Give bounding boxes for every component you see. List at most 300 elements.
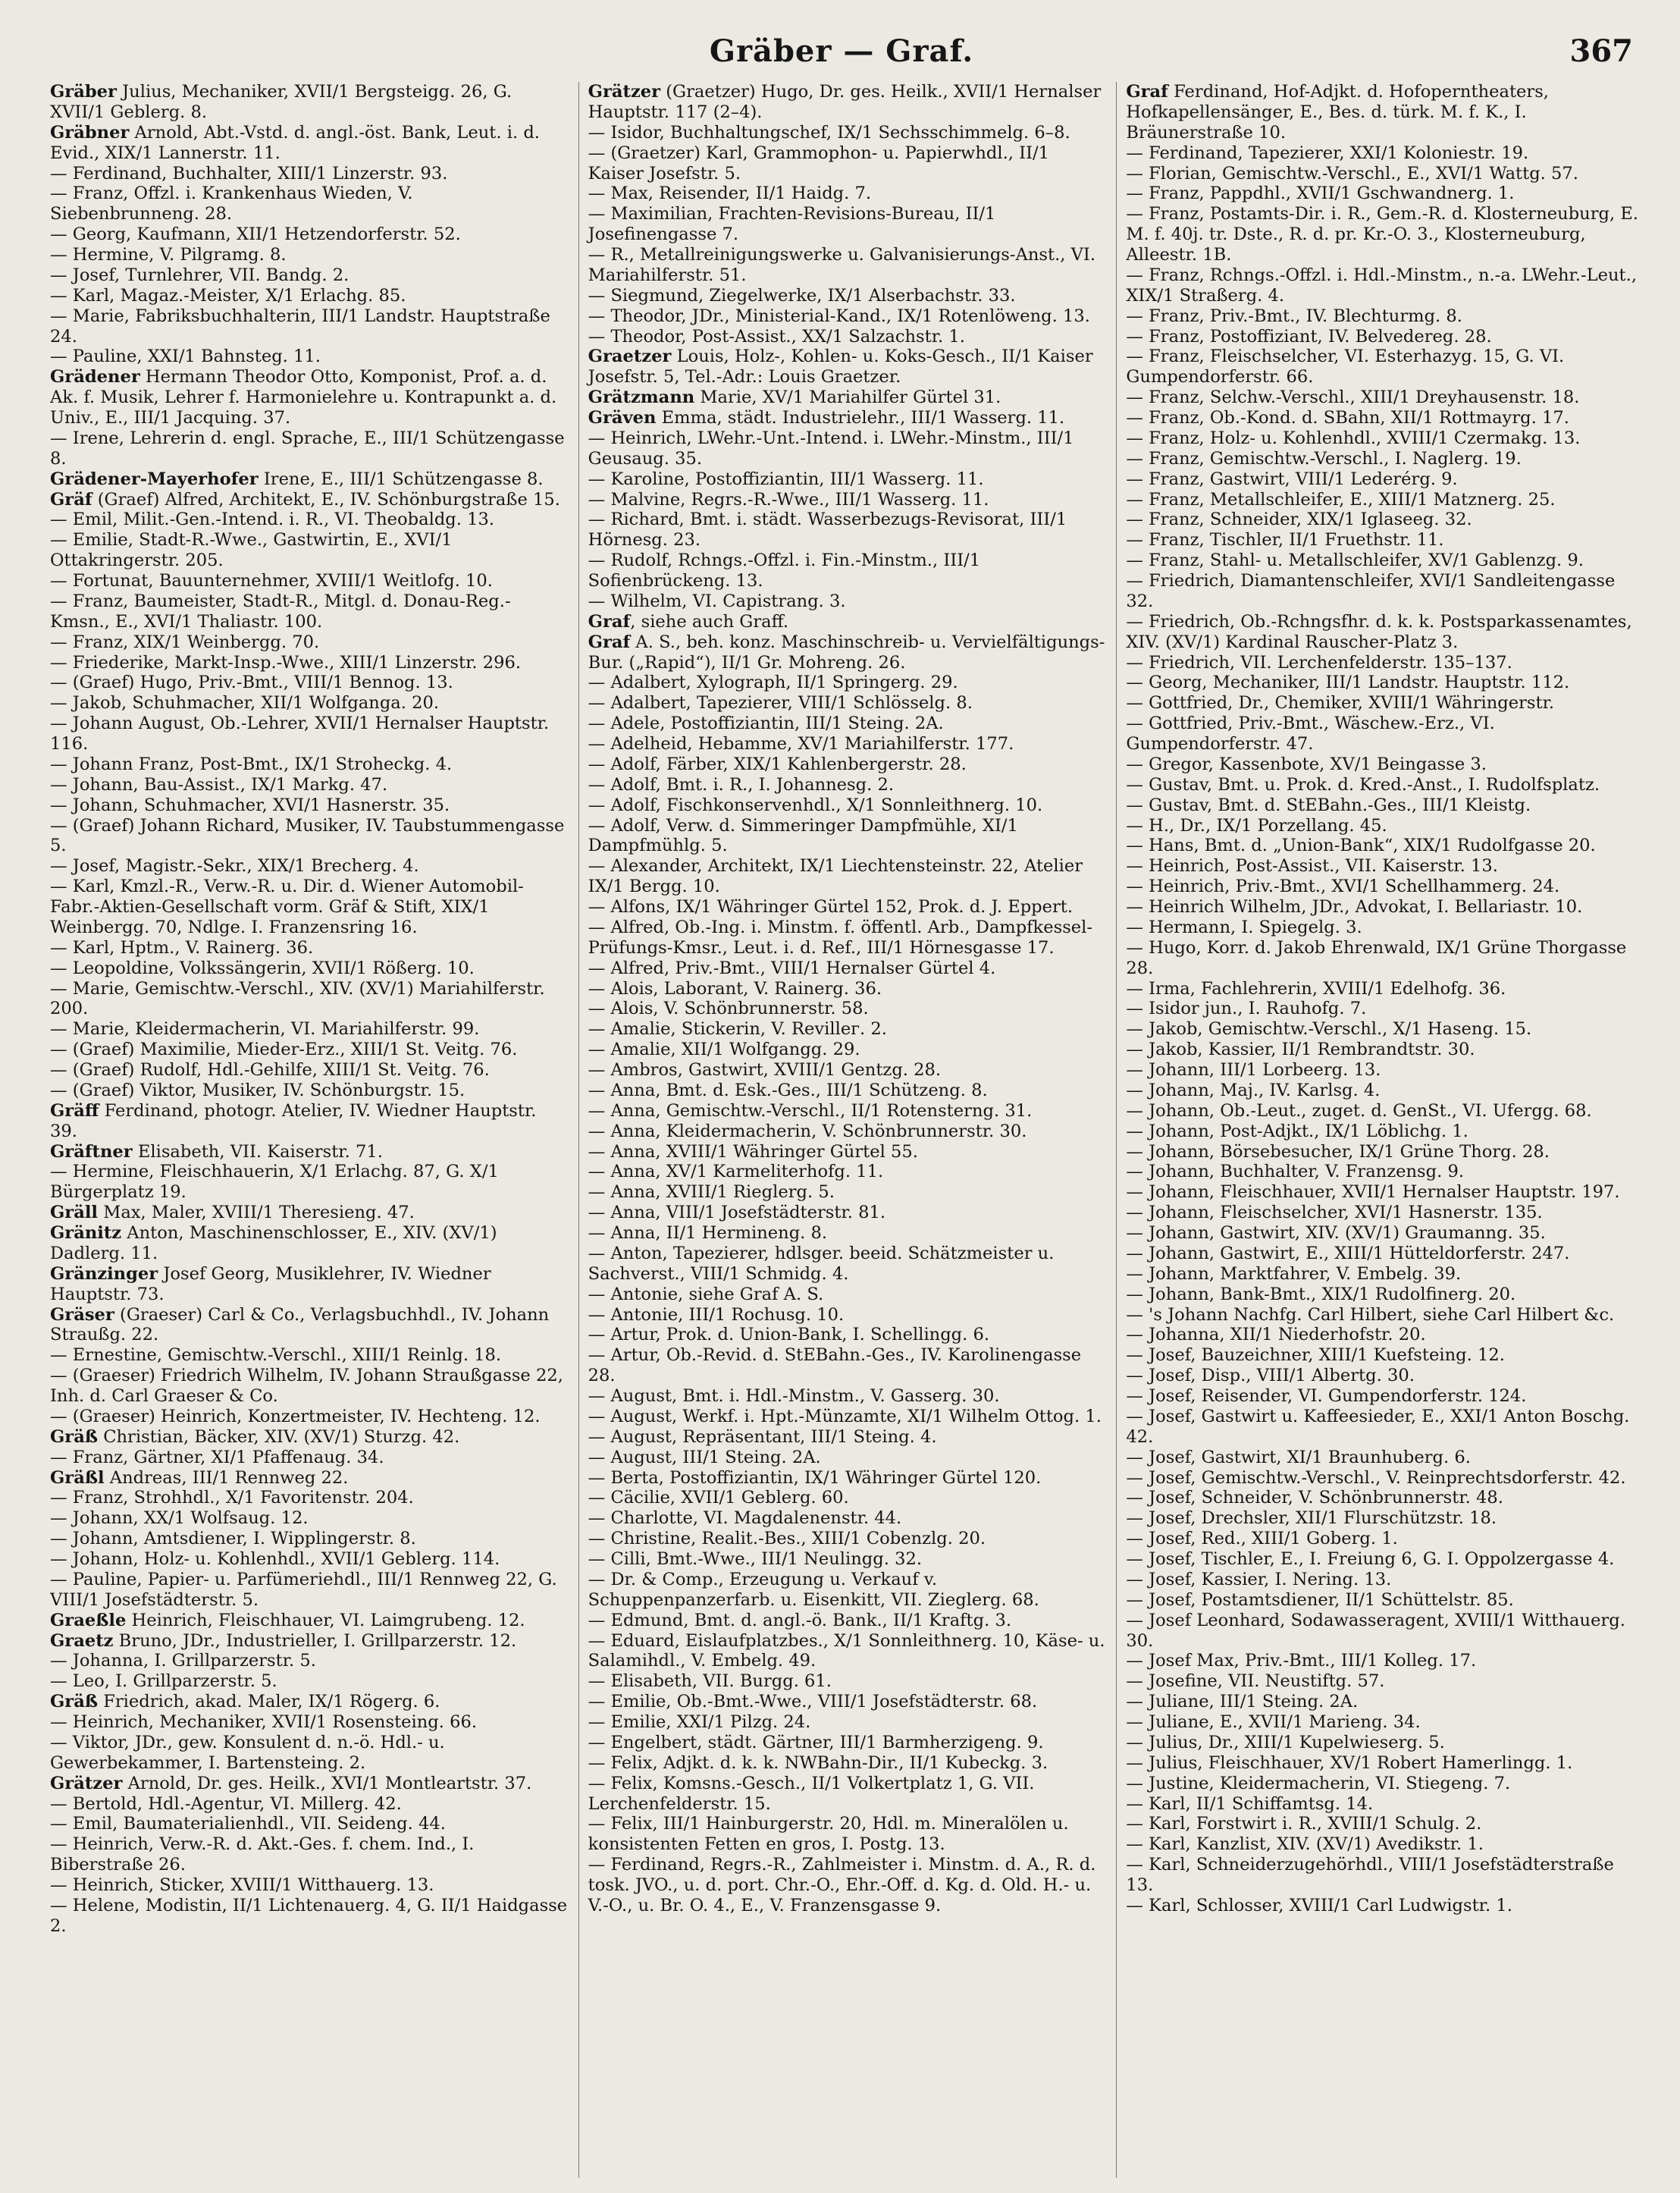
directory-entry xyxy=(50,1631,568,1652)
directory-entry xyxy=(50,1875,568,1896)
entry-surname: Grätzer xyxy=(588,82,661,102)
directory-entry xyxy=(588,1101,1106,1122)
directory-entry xyxy=(588,387,1106,408)
directory-entry xyxy=(588,1142,1106,1162)
entry-text: Bruno, JDr., Industrieller, I. Grillparzerstr. 12. xyxy=(113,1630,517,1651)
entry-surname: Grädener-Mayerhofer xyxy=(50,469,259,489)
directory-entry xyxy=(588,1060,1106,1081)
entry-text: — Josef, Red., XIII/1 Goberg. 1. xyxy=(1126,1529,1398,1549)
directory-entry xyxy=(1126,775,1644,795)
entry-surname: Gränzinger xyxy=(50,1263,158,1284)
entry-text: — Franz, Postamts-Dir. i. R., Gem.-R. d. Klosterneuburg, E. M. f. 40j. tr. Dste., R. d. pr. Kr.-O. 3., Klosterneuburg, Alleestr. 1B. xyxy=(1126,204,1639,265)
entry-text: Arnold, Abt.-Vstd. d. angl.-öst. Bank, Leut. i. d. Evid., XIX/1 Lannerstr. 11. xyxy=(50,122,540,163)
entry-text: — Anna, XVIII/1 Währinger Gürtel 55. xyxy=(588,1141,918,1162)
directory-entry xyxy=(50,1101,568,1142)
directory-entry xyxy=(1126,653,1644,673)
directory-entry xyxy=(1126,327,1644,347)
running-title: Gräber — Graf. xyxy=(709,33,974,69)
directory-entry xyxy=(50,1305,568,1346)
directory-entry xyxy=(50,1834,568,1875)
entry-text: — Johann, Börsebesucher, IX/1 Grüne Thorg. 28. xyxy=(1126,1141,1550,1162)
directory-entry xyxy=(1126,897,1644,918)
directory-entry xyxy=(588,1631,1106,1672)
entry-text: — Irene, Lehrerin d. engl. Sprache, E., III/1 Schützengasse 8. xyxy=(50,428,565,469)
directory-entry xyxy=(588,714,1106,734)
directory-entry xyxy=(588,734,1106,755)
directory-entry xyxy=(588,469,1106,490)
directory-entry xyxy=(1126,673,1644,693)
directory-entry xyxy=(1126,1142,1644,1162)
entry-text: — Adele, Postoffiziantin, III/1 Steing. 2A. xyxy=(588,714,944,734)
directory-entry xyxy=(588,856,1106,897)
directory-entry xyxy=(1126,918,1644,938)
directory-entry xyxy=(1126,1019,1644,1040)
entry-text: — Alfons, IX/1 Währinger Gürtel 152, Prok. d. J. Eppert. xyxy=(588,897,1074,917)
entry-text: — Viktor, JDr., gew. Konsulent d. n.-ö. Hdl.- u. Gewerbekammer, I. Bartensteing. 2. xyxy=(50,1732,445,1773)
directory-entry xyxy=(1126,408,1644,428)
directory-entry xyxy=(50,1488,568,1508)
directory-entry xyxy=(588,1570,1106,1611)
entry-text: — 's Johann Nachfg. Carl Hilbert, siehe Carl Hilbert &c. xyxy=(1126,1304,1615,1325)
directory-entry xyxy=(1126,836,1644,856)
entry-text: — Alois, Laborant, V. Rainerg. 36. xyxy=(588,978,882,999)
entry-text: — Hermine, Fleischhauerin, X/1 Erlachg. 87, G. X/1 Bürgerplatz 19. xyxy=(50,1162,499,1203)
directory-entry xyxy=(50,1040,568,1060)
directory-entry xyxy=(50,1529,568,1549)
entry-text: — Artur, Prok. d. Union-Bank, I. Schellingg. 6. xyxy=(588,1325,990,1345)
entry-text: Marie, XV/1 Mariahilfer Gürtel 31. xyxy=(694,387,1001,408)
directory-entry xyxy=(50,1427,568,1448)
directory-entry xyxy=(1126,571,1644,612)
directory-entry xyxy=(1126,1345,1644,1366)
directory-entry xyxy=(588,795,1106,816)
directory-entry xyxy=(588,306,1106,327)
directory-entry xyxy=(50,856,568,877)
entry-text: — Johann, Bank-Bmt., XIX/1 Rudolfinerg. 20. xyxy=(1126,1284,1516,1304)
entry-text: — Anna, II/1 Hermineng. 8. xyxy=(588,1223,828,1243)
entry-text: — Franz, Selchw.-Verschl., XIII/1 Dreyhausenstr. 18. xyxy=(1126,387,1580,408)
entry-text: (Graef) Alfred, Architekt, E., IV. Schönburgstraße 15. xyxy=(92,489,560,510)
entry-text: — Karl, Hptm., V. Rainerg. 36. xyxy=(50,937,314,958)
entry-text: — H., Dr., IX/1 Porzellang. 45. xyxy=(1126,815,1387,836)
entry-text: — Antonie, III/1 Rochusg. 10. xyxy=(588,1304,845,1325)
entry-text: — Friedrich, Ob.-Rchngsfhr. d. k. k. Postsparkassenamtes, XIV. (XV/1) Kardinal Rauscher-Platz 3. xyxy=(1126,611,1632,652)
directory-entry xyxy=(1126,82,1644,143)
entry-text: — Johann, Bau-Assist., IX/1 Markg. 47. xyxy=(50,774,388,795)
directory-entry xyxy=(1126,490,1644,510)
column-1 xyxy=(50,82,568,2178)
directory-entry xyxy=(50,693,568,714)
entry-text: — Johann, Fleischselcher, XVI/1 Hasnerstr. 135. xyxy=(1126,1203,1543,1223)
directory-entry xyxy=(50,1570,568,1611)
entry-text: — Bertold, Hdl.-Agentur, VI. Millerg. 42. xyxy=(50,1793,402,1814)
entry-text: — Cilli, Bmt.-Wwe., III/1 Neulingg. 32. xyxy=(588,1549,923,1569)
entry-text: — Amalie, Stickerin, V. Revillег. 2. xyxy=(588,1019,887,1040)
entry-text: — Emil, Baumaterialienhdl., VII. Seideng. 44. xyxy=(50,1814,446,1834)
directory-entry xyxy=(50,1814,568,1834)
entry-text: — Adalbert, Tapezierer, VIII/1 Schlösselg. 8. xyxy=(588,693,973,714)
entry-text: — Adelheid, Hebamme, XV/1 Mariahilferstr. 177. xyxy=(588,734,1014,754)
directory-entry xyxy=(1126,1203,1644,1223)
entry-text: — Ferdinand, Buchhalter, XIII/1 Linzerstr. 93. xyxy=(50,163,448,184)
directory-entry xyxy=(588,1468,1106,1489)
entry-text: Ferdinand, photogr. Atelier, IV. Wiedner Hauptstr. 39. xyxy=(50,1100,537,1141)
entry-text: — Hans, Bmt. d. „Union-Bank“, XIX/1 Rudolfgasse 20. xyxy=(1126,836,1596,856)
entry-text: — Alois, V. Schönbrunnerstr. 58. xyxy=(588,999,869,1019)
directory-entry xyxy=(588,490,1106,510)
entry-surname: Gräber xyxy=(50,82,117,102)
entry-text: — Eduard, Eislaufplatzbes., X/1 Sonnleithnerg. 10, Käse- u. Salamihdl., V. Embelg. 49. xyxy=(588,1630,1105,1671)
directory-entry xyxy=(588,1244,1106,1285)
directory-entry xyxy=(50,1448,568,1468)
directory-entry xyxy=(1126,1774,1644,1794)
directory-entry xyxy=(1126,1488,1644,1508)
entry-text: — Karoline, Postoffiziantin, III/1 Wasserg. 11. xyxy=(588,469,984,489)
directory-entry xyxy=(50,958,568,979)
directory-entry xyxy=(588,1611,1106,1631)
directory-entry xyxy=(1126,265,1644,306)
directory-entry xyxy=(50,469,568,490)
directory-entry xyxy=(588,1549,1106,1570)
entry-text: — Gregor, Kassenbote, XV/1 Beingasse 3. xyxy=(1126,754,1487,774)
directory-entry xyxy=(50,1549,568,1570)
entry-text: — Heinrich, Priv.-Bmt., XVI/1 Schellhammerg. 24. xyxy=(1126,877,1560,897)
directory-entry xyxy=(588,1814,1106,1855)
directory-entry xyxy=(588,958,1106,979)
directory-entry xyxy=(1126,184,1644,204)
directory-entry xyxy=(588,673,1106,693)
entry-surname: Gräven xyxy=(588,408,657,428)
entry-text: — Pauline, Papier- u. Parfümeriehdl., III/1 Rennweg 22, G. VIII/1 Josefstädterstr. 5. xyxy=(50,1569,557,1610)
directory-entry xyxy=(50,1203,568,1223)
directory-entry xyxy=(50,367,568,428)
directory-entry xyxy=(588,184,1106,204)
entry-text: — Emilie, XXI/1 Pilzg. 24. xyxy=(588,1712,811,1732)
directory-entry xyxy=(588,1733,1106,1753)
directory-entry xyxy=(588,82,1106,123)
directory-entry xyxy=(50,877,568,938)
directory-entry xyxy=(50,82,568,123)
directory-entry xyxy=(1126,979,1644,999)
directory-entry xyxy=(1126,469,1644,490)
entry-text: Julius, Mechaniker, XVII/1 Bergsteigg. 26, G. XVII/1 Geblerg. 8. xyxy=(50,82,512,122)
entry-text: Emma, städt. Industrielehr., III/1 Wasserg. 11. xyxy=(656,408,1065,428)
entry-text: — Julius, Fleischhauer, XV/1 Robert Hamerlingg. 1. xyxy=(1126,1752,1573,1773)
entry-text: Friedrich, akad. Maler, IX/1 Rögerg. 6. xyxy=(98,1692,440,1712)
directory-entry xyxy=(1126,530,1644,551)
directory-entry xyxy=(588,1019,1106,1040)
entry-text: — Adolf, Färber, XIX/1 Kahlenbergerstr. 28. xyxy=(588,754,967,774)
entry-text: — Ernestine, Gemischtw.-Verschl., XIII/1 Reinlg. 18. xyxy=(50,1345,502,1366)
entry-text: — August, Repräsentant, III/1 Steing. 4. xyxy=(588,1426,937,1447)
directory-entry xyxy=(588,1305,1106,1326)
directory-entry xyxy=(588,816,1106,857)
directory-entry xyxy=(1126,1508,1644,1529)
entry-text: — Josef, Reisender, VI. Gumpendorferstr. 124. xyxy=(1126,1386,1527,1406)
entry-text: — Josef, Drechsler, XII/1 Flurschützstr. 18. xyxy=(1126,1508,1497,1529)
entry-text: — Franz, Baumeister, Stadt-R., Mitgl. d. Donau-Reg.-Kmsn., E., XVI/1 Thaliastr. 100. xyxy=(50,591,511,632)
entry-text: — Franz, Gastwirt, VIII/1 Lederérg. 9. xyxy=(1126,469,1458,489)
entry-text: — Franz, Pappdhl., XVII/1 Gschwandnerg. 1. xyxy=(1126,184,1515,204)
directory-entry xyxy=(50,755,568,775)
directory-entry xyxy=(50,1651,568,1671)
directory-entry xyxy=(1126,1651,1644,1671)
entry-text: Ferdinand, Hof-Adjkt. d. Hofoperntheaters, Hofkapellensänger, E., Bes. d. türk. M. f. K., I. Bräunerstraße 10. xyxy=(1126,82,1549,143)
entry-text: — Marie, Gemischtw.-Verschl., XIV. (XV/1) Mariahilferstr. 200. xyxy=(50,978,545,1019)
entry-text: (Graeser) Carl & Co., Verlagsbuchhdl., IV. Johann Straußg. 22. xyxy=(50,1304,550,1345)
entry-text: — Karl, Schlosser, XVIII/1 Carl Ludwigstr. 1. xyxy=(1126,1895,1512,1915)
entry-surname: Gräser xyxy=(50,1304,114,1325)
entry-text: — Heinrich, Mechaniker, XVII/1 Rosensteing. 66. xyxy=(50,1712,478,1732)
entry-text: — Fortunat, Bauunternehmer, XVIII/1 Weitlofg. 10. xyxy=(50,571,493,591)
directory-entry xyxy=(1126,1855,1644,1896)
entry-text: — Emilie, Ob.-Bmt.-Wwe., VIII/1 Josefstädterstr. 68. xyxy=(588,1692,1038,1712)
entry-text: Heinrich, Fleischhauer, VI. Laimgrubeng. 12. xyxy=(126,1610,525,1630)
entry-surname: Gräß xyxy=(50,1692,99,1712)
directory-entry xyxy=(1126,1794,1644,1815)
entry-surname: Gräbner xyxy=(50,122,130,143)
entry-text: — Emilie, Stadt-R.-Wwe., Gastwirtin, E., XVI/1 Ottakringerstr. 205. xyxy=(50,530,453,571)
directory-entry xyxy=(588,693,1106,714)
directory-entry xyxy=(50,1468,568,1489)
directory-entry xyxy=(588,1325,1106,1345)
entry-text: — Johann, Gastwirt, XIV. (XV/1) Graumanng. 35. xyxy=(1126,1223,1546,1243)
entry-text: — Theodor, Post-Assist., XX/1 Salzachstr. 1. xyxy=(588,326,965,347)
directory-entry xyxy=(50,816,568,857)
directory-entry xyxy=(1126,1407,1644,1448)
entry-text: — Johann August, Ob.-Lehrer, XVII/1 Hernalser Hauptstr. 116. xyxy=(50,714,550,754)
entry-text: — Johann, Amtsdiener, I. Wipplingerstr. 8. xyxy=(50,1529,416,1549)
directory-entry xyxy=(588,591,1106,612)
entry-surname: Gräll xyxy=(50,1203,99,1223)
entry-text: — Johann, Fleischhauer, XVII/1 Hernalser Hauptstr. 197. xyxy=(1126,1182,1620,1203)
entry-text: — Gottfried, Priv.-Bmt., Wäschew.-Erz., VI. Gumpendorferstr. 47. xyxy=(1126,714,1495,754)
directory-entry xyxy=(1126,428,1644,449)
entry-text: — August, III/1 Steing. 2A. xyxy=(588,1447,821,1467)
entry-surname: Grädener xyxy=(50,367,140,387)
entry-text: — Franz, Rchngs.-Offzl. i. Hdl.-Minstm., n.-a. LWehr.-Leut., XIX/1 Straßerg. 4. xyxy=(1126,265,1637,306)
directory-entry xyxy=(50,490,568,510)
directory-entry xyxy=(50,1733,568,1774)
entry-text: — Georg, Mechaniker, III/1 Landstr. Hauptstr. 112. xyxy=(1126,673,1570,693)
entry-text: — Wilhelm, VI. Capistrang. 3. xyxy=(588,591,846,611)
directory-entry xyxy=(50,1671,568,1692)
entry-surname: Gräftner xyxy=(50,1141,133,1162)
entry-text: — Josef, Schneider, V. Schönbrunnerstr. 48. xyxy=(1126,1488,1503,1508)
directory-entry xyxy=(1126,306,1644,327)
directory-entry xyxy=(1126,1122,1644,1142)
entry-text: — Isidor, Buchhaltungschef, IX/1 Sechsschimmelg. 6–8. xyxy=(588,122,1070,143)
entry-text: — Heinrich, Verw.-R. d. Akt.-Ges. f. chem. Ind., I. Biberstraße 26. xyxy=(50,1834,475,1875)
entry-text: (Graetzer) Hugo, Dr. ges. Heilk., XVII/1 Hernalser Hauptstr. 117 (2–4). xyxy=(588,82,1102,122)
directory-entry xyxy=(588,1753,1106,1774)
entry-text: — Artur, Ob.-Revid. d. StEBahn.-Ges., IV. Karolinengasse 28. xyxy=(588,1345,1082,1386)
entry-text: Louis, Holz-, Kohlen- u. Koks-Gesch., II/1 Kaiser Josefstr. 5, Tel.-Adr.: Louis Graetzer. xyxy=(588,347,1093,387)
entry-text: — Heinrich, Sticker, XVIII/1 Witthauerg. 13. xyxy=(50,1875,434,1895)
entry-text: — (Graef) Johann Richard, Musiker, IV. Taubstummengasse 5. xyxy=(50,815,565,856)
entry-surname: Graetz xyxy=(50,1630,114,1651)
directory-entry xyxy=(588,1427,1106,1448)
entry-text: — Georg, Kaufmann, XII/1 Hetzendorferstr. 52. xyxy=(50,224,461,245)
directory-entry xyxy=(588,143,1106,184)
directory-entry xyxy=(50,673,568,693)
entry-text: Max, Maler, XVIII/1 Theresieng. 47. xyxy=(98,1203,415,1223)
entry-text: — Johanna, XII/1 Niederhofstr. 20. xyxy=(1126,1325,1426,1345)
directory-entry xyxy=(1126,1448,1644,1468)
directory-entry xyxy=(1126,755,1644,775)
entry-text: — Charlotte, VI. Magdalenenstr. 44. xyxy=(588,1508,902,1529)
entry-text: — (Graeser) Friedrich Wilhelm, IV. Johann Straußgasse 22, Inh. d. Carl Graeser & Co. xyxy=(50,1366,563,1406)
entry-text: — Karl, Kanzlist, XIV. (XV/1) Avedikstr. 1. xyxy=(1126,1834,1484,1855)
entry-text: — Adolf, Fischkonservenhdl., X/1 Sonnleithnerg. 10. xyxy=(588,795,1043,815)
entry-text: — Johann, Maj., IV. Karlsg. 4. xyxy=(1126,1080,1381,1100)
entry-text: Irene, E., III/1 Schützengasse 8. xyxy=(258,469,544,489)
directory-entry xyxy=(588,204,1106,245)
directory-entry xyxy=(588,1223,1106,1244)
entry-text: Hermann Theodor Otto, Komponist, Prof. a. d. Ak. f. Musik, Lehrer f. Harmonielehre u. Kontrapunkt a. d. Univ., E., III/1 Jacquing. 37. xyxy=(50,367,557,428)
entry-text: — Alfred, Priv.-Bmt., VIII/1 Hernalser Gürtel 4. xyxy=(588,958,996,978)
entry-text: — Johann, XX/1 Wolfsaug. 12. xyxy=(50,1508,309,1529)
directory-entry xyxy=(50,1223,568,1264)
directory-entry xyxy=(588,286,1106,306)
directory-entry xyxy=(588,1203,1106,1223)
entry-text: — Josef, Disp., VIII/1 Albertg. 30. xyxy=(1126,1366,1415,1386)
entry-text: — Ambros, Gastwirt, XVIII/1 Gentzg. 28. xyxy=(588,1060,942,1080)
directory-entry xyxy=(1126,1040,1644,1060)
entry-text: — Engelbert, städt. Gärtner, III/1 Barmherzigeng. 9. xyxy=(588,1732,1044,1752)
entry-surname: Graeßle xyxy=(50,1610,127,1630)
directory-entry xyxy=(588,1712,1106,1733)
entry-text: — Hugo, Korr. d. Jakob Ehrenwald, IX/1 Grüne Thorgasse 28. xyxy=(1126,937,1627,978)
entry-text: — Hermann, I. Spiegelg. 3. xyxy=(1126,917,1362,937)
entry-text: — Franz, Stahl- u. Metallschleifer, XV/1 Gablenzg. 9. xyxy=(1126,551,1584,571)
entry-text: — August, Werkf. i. Hpt.-Münzamte, XI/1 Wilhelm Ottog. 1. xyxy=(588,1406,1102,1426)
entry-text: — Emil, Milit.-Gen.-Intend. i. R., VI. Theobaldg. 13. xyxy=(50,510,495,530)
directory-entry xyxy=(50,1264,568,1305)
entry-text: — Karl, Magaz.-Meister, X/1 Erlachg. 85. xyxy=(50,285,406,306)
directory-entry xyxy=(588,755,1106,775)
entry-text: — Josef Leonhard, Sodawasseragent, XVIII/1 Witthauerg. 30. xyxy=(1126,1610,1625,1651)
directory-entry xyxy=(1126,1896,1644,1916)
entry-text: — Josef Max, Priv.-Bmt., III/1 Kolleg. 17. xyxy=(1126,1651,1477,1671)
directory-entry xyxy=(588,1122,1106,1142)
entry-text: — Malvine, Regrs.-R.-Wwe., III/1 Wasserg. 11. xyxy=(588,489,989,510)
entry-text: — Franz, Priv.-Bmt., IV. Blechturmg. 8. xyxy=(1126,306,1462,326)
directory-entry xyxy=(588,999,1106,1019)
entry-text: — Johann, Gastwirt, E., XIII/1 Hütteldorferstr. 247. xyxy=(1126,1243,1570,1263)
entry-text: — Franz, Fleischselcher, VI. Esterhazyg. 15, G. VI. Gumpendorferstr. 66. xyxy=(1126,347,1565,387)
entry-text: — Josefine, VII. Neustiftg. 57. xyxy=(1126,1671,1385,1692)
directory-entry xyxy=(1126,1611,1644,1652)
directory-entry xyxy=(588,918,1106,958)
directory-entry xyxy=(1126,1101,1644,1122)
entry-surname: Graf xyxy=(1126,82,1168,102)
entry-text: — Josef, Bauzeichner, XIII/1 Kuefsteing. 12. xyxy=(1126,1345,1505,1366)
directory-entry xyxy=(1126,1529,1644,1549)
directory-entry xyxy=(1126,1712,1644,1733)
entry-text: — August, Bmt. i. Hdl.-Minstm., V. Gasserg. 30. xyxy=(588,1386,1000,1406)
directory-entry xyxy=(1126,1468,1644,1489)
entry-text: — Franz, Gärtner, XI/1 Pfaffenaug. 34. xyxy=(50,1447,384,1467)
entry-text: — Maximilian, Frachten-Revisions-Bureau, II/1 Josefinengasse 7. xyxy=(588,204,996,245)
entry-text: — Richard, Bmt. i. städt. Wasserbezugs-Revisorat, III/1 Hörnesg. 23. xyxy=(588,510,1067,551)
directory-entry xyxy=(1126,387,1644,408)
directory-entry xyxy=(588,1182,1106,1203)
entry-text: — Heinrich, Post-Assist., VII. Kaiserstr. 13. xyxy=(1126,856,1498,877)
entry-text: — Anna, Bmt. d. Esk.-Ges., III/1 Schützeng. 8. xyxy=(588,1080,988,1100)
directory-entry xyxy=(1126,877,1644,897)
entry-text: — (Graef) Maximilie, Mieder-Erz., XIII/1 St. Veitg. 76. xyxy=(50,1040,518,1060)
directory-entry xyxy=(50,1774,568,1794)
entry-text: — Hermine, V. Pilgramg. 8. xyxy=(50,245,287,265)
entry-text: — Josef, Gastwirt u. Kaffeesieder, E., XXI/1 Anton Boschg. 42. xyxy=(1126,1406,1630,1447)
entry-text: — Franz, Gemischtw.-Verschl., I. Naglerg. 19. xyxy=(1126,448,1522,469)
directory-entry xyxy=(588,327,1106,347)
entry-text: — Anna, XVIII/1 Rieglerg. 5. xyxy=(588,1182,835,1203)
directory-entry xyxy=(1126,1325,1644,1345)
entry-surname: Gräff xyxy=(50,1100,99,1121)
directory-entry xyxy=(1126,693,1644,714)
entry-text: Josef Georg, Musiklehrer, IV. Wiedner Hauptstr. 73. xyxy=(50,1263,491,1304)
directory-entry xyxy=(50,571,568,591)
directory-entry xyxy=(588,1345,1106,1386)
entry-text: — Friedrich, Diamantenschleifer, XVI/1 Sandleitengasse 32. xyxy=(1126,571,1616,611)
entry-text: — Johann, Ob.-Leut., zuget. d. GenSt., VI. Ufergg. 68. xyxy=(1126,1100,1592,1121)
directory-entry xyxy=(588,1407,1106,1427)
directory-entry xyxy=(1126,1834,1644,1855)
entry-text: — Heinrich Wilhelm, JDr., Advokat, I. Bellariastr. 10. xyxy=(1126,897,1583,917)
directory-entry xyxy=(588,1488,1106,1508)
directory-entry xyxy=(50,164,568,184)
entry-text: — Alexander, Architekt, IX/1 Liechtensteinstr. 22, Atelier IX/1 Bergg. 10. xyxy=(588,856,1083,897)
entry-surname: Gräf xyxy=(50,489,92,510)
entry-text: — Josef, Turnlehrer, VII. Bandg. 2. xyxy=(50,265,349,285)
directory-entry xyxy=(1126,143,1644,164)
entry-surname: Gräß xyxy=(50,1426,99,1447)
directory-entry xyxy=(1126,1305,1644,1326)
entry-text: — R., Metallreinigungswerke u. Galvanisierungs-Anst., VI. Mariahilferstr. 51. xyxy=(588,245,1096,285)
directory-entry xyxy=(50,1366,568,1407)
entry-text: — Felix, Komsns.-Gesch., II/1 Volkertplatz 1, G. VII. Lerchenfelderstr. 15. xyxy=(588,1773,1035,1814)
directory-entry xyxy=(50,938,568,958)
entry-text: — Johann, III/1 Lorbeerg. 13. xyxy=(1126,1060,1381,1080)
directory-entry xyxy=(50,1896,568,1937)
entry-text: — Adalbert, Xylograph, II/1 Springerg. 29. xyxy=(588,673,958,693)
directory-entry xyxy=(50,1611,568,1631)
entry-surname: Gräßl xyxy=(50,1467,105,1488)
directory-entry xyxy=(588,1774,1106,1815)
directory-entry xyxy=(1126,1753,1644,1774)
entry-text: — Alfred, Ob.-Ing. i. Minstm. f. öffentl. Arb., Dampfkessel-Prüfungs-Kmsr., Leut. i. d. Ref., III/1 Hörnesgasse 17. xyxy=(588,917,1093,958)
entry-text: — Berta, Postoffiziantin, IX/1 Währinger Gürtel 120. xyxy=(588,1467,1042,1488)
entry-text: Arnold, Dr. ges. Heilk., XVI/1 Montleartstr. 37. xyxy=(122,1773,532,1793)
directory-entry xyxy=(1126,1081,1644,1101)
entry-text: — Juliane, III/1 Steing. 2A. xyxy=(1126,1692,1359,1712)
entry-text: A. S., beh. konz. Maschinschreib- u. Vervielfältigungs-Bur. („Rapid“), II/1 Gr. Mohreng. 26. xyxy=(588,632,1105,673)
directory-entry xyxy=(588,123,1106,143)
directory-entry xyxy=(50,123,568,164)
entry-text: — Helene, Modistin, II/1 Lichtenauerg. 4, G. II/1 Haidgasse 2. xyxy=(50,1895,568,1936)
entry-text: — Ferdinand, Regrs.-R., Zahlmeister i. Minstm. d. A., R. d. tosk. JVO., u. d. port. Chr.-O., Ehr.-Off. d. Kg. d. Old. H.- u. V.-O., u. Br. O. 4., E., V. Franzensgasse 9. xyxy=(588,1855,1096,1915)
entry-text: — Johann, Schuhmacher, XVI/1 Hasnerstr. 35. xyxy=(50,795,450,815)
directory-entry xyxy=(588,979,1106,999)
directory-entry xyxy=(50,714,568,755)
entry-text: — Adolf, Verw. d. Simmeringer Dampfmühle, XI/1 Dampfmühlg. 5. xyxy=(588,815,1018,856)
directory-entry xyxy=(1126,1182,1644,1203)
entry-text: , siehe auch Graff. xyxy=(630,611,789,632)
directory-entry xyxy=(50,591,568,632)
entry-text: — Johann, Post-Adjkt., IX/1 Löblichg. 1. xyxy=(1126,1121,1468,1141)
